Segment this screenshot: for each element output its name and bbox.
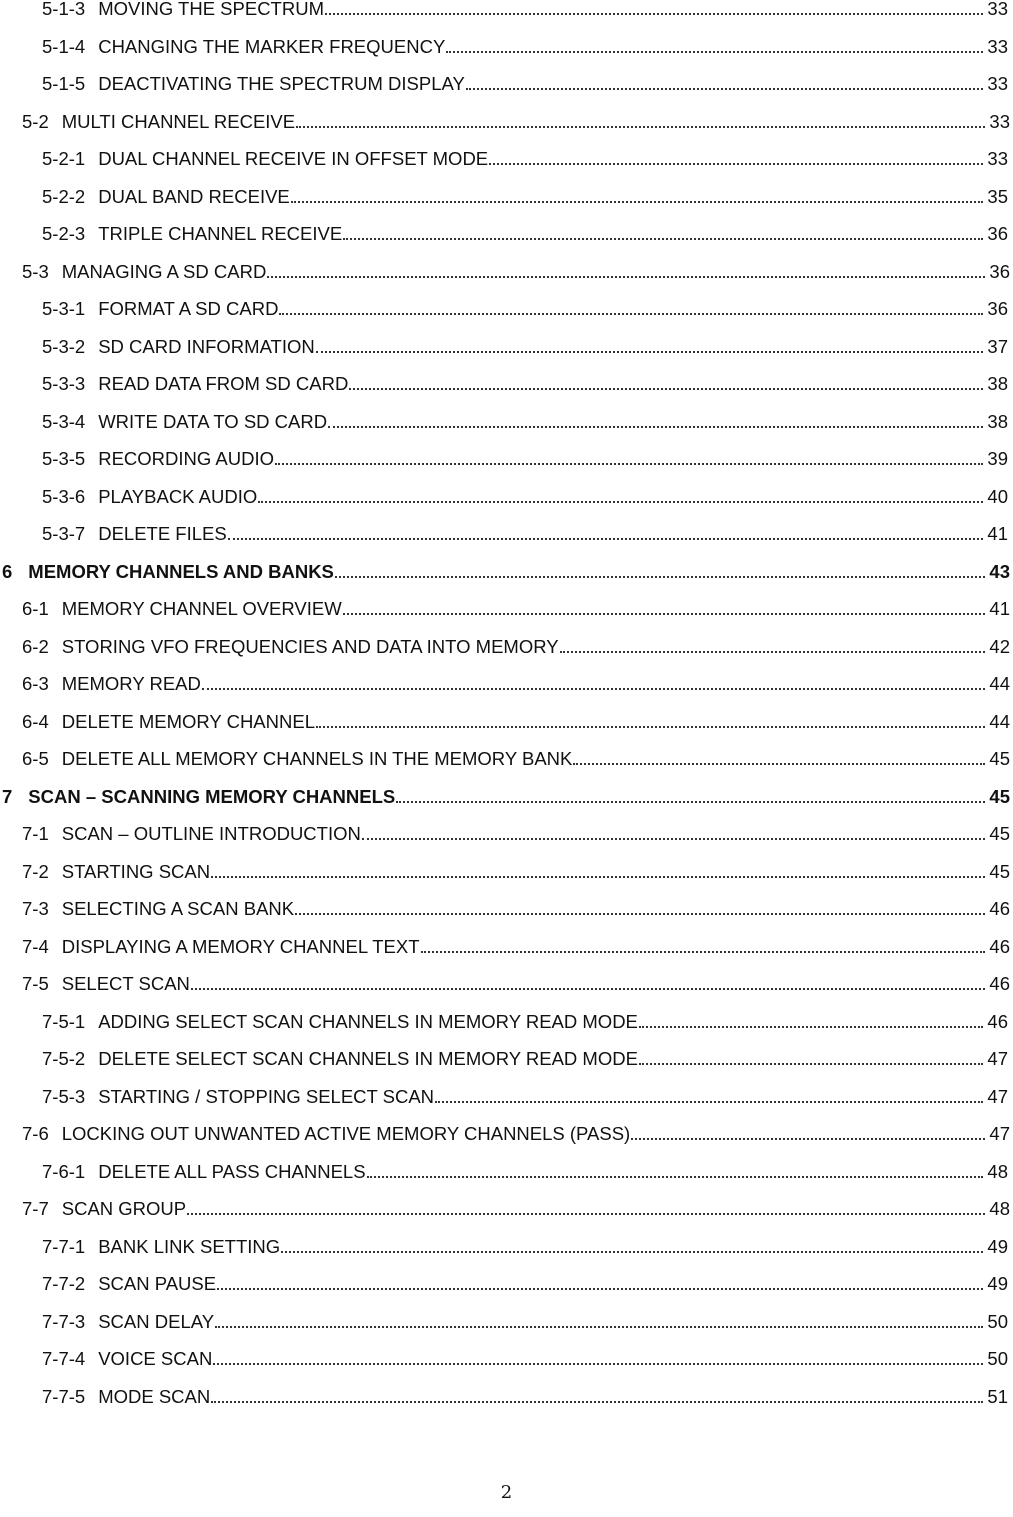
toc-entry-page: 36 [987, 298, 1008, 319]
dot-leader [258, 501, 983, 503]
toc-entry-title: MEMORY CHANNELS AND BANKS [28, 560, 334, 582]
toc-entry-number: 5-3-5 [42, 448, 86, 469]
toc-entry-title: FORMAT A SD CARD [98, 298, 279, 319]
toc-entry-number: 5-3-2 [42, 335, 86, 357]
toc-entry-page: 50 [987, 1348, 1008, 1369]
dot-leader [328, 426, 983, 428]
toc-entry-number: 6-1 [22, 598, 49, 619]
toc-entry-title: MULTI CHANNEL RECEIVE [61, 110, 296, 132]
dot-leader [639, 1063, 984, 1065]
toc-entry-page: 44 [989, 673, 1010, 694]
toc-entry-title: DELETE MEMORY CHANNEL [61, 710, 315, 732]
toc-entry-page: 47 [989, 1123, 1010, 1144]
toc-entry-number: 6-4 [22, 710, 49, 732]
dot-leader [639, 1026, 984, 1028]
dot-leader [275, 463, 983, 465]
toc-entry-page: 46 [989, 898, 1010, 919]
toc-entry-number: 7-7-2 [42, 1273, 86, 1294]
toc-entry-page: 47 [987, 1048, 1008, 1069]
toc-entry-number: 7-5-1 [42, 1010, 86, 1032]
dot-leader [335, 576, 986, 578]
dot-leader [343, 238, 983, 240]
toc-entry-number: 6 [2, 560, 13, 582]
toc-entry-title: SCAN – OUTLINE INTRODUCTION [61, 823, 361, 844]
toc-entry[interactable] [42, 1307, 1008, 1333]
toc-entry-title: STORING VFO FREQUENCIES AND DATA INTO MEMORY [61, 635, 559, 657]
toc-entry-page: 45 [989, 785, 1010, 807]
toc-entry-page: 45 [989, 860, 1010, 882]
toc-entry-page: 50 [987, 1310, 1008, 1332]
toc-entry-number: 7 [2, 785, 13, 807]
toc-entry[interactable] [22, 669, 1010, 695]
dot-leader [211, 1401, 983, 1403]
toc-entry-page: 41 [989, 598, 1010, 619]
toc-entry[interactable] [42, 144, 1008, 170]
toc-entry[interactable] [22, 1119, 1010, 1145]
dot-leader [362, 838, 986, 840]
toc-entry-title: MOVING THE SPECTRUM [98, 0, 324, 19]
toc-entry[interactable] [42, 1232, 1008, 1258]
toc-entry-title: TRIPLE CHANNEL RECEIVE [98, 223, 343, 244]
toc-entry-title: DELETE ALL PASS CHANNELS [98, 1160, 366, 1182]
dot-leader [446, 51, 983, 53]
toc-entry-page: 42 [989, 635, 1010, 657]
dot-leader [191, 988, 985, 990]
toc-entry[interactable] [22, 632, 1010, 658]
toc-entry[interactable] [42, 519, 1008, 545]
toc-entry-title: PLAYBACK AUDIO [98, 485, 258, 507]
toc-entry-page: 48 [989, 1198, 1010, 1219]
toc-entry[interactable] [2, 782, 1010, 808]
toc-entry-page: 46 [987, 1010, 1008, 1032]
toc-entry-page: 39 [987, 448, 1008, 469]
toc-entry[interactable] [22, 257, 1010, 283]
dot-leader [466, 88, 984, 90]
toc-entry-title: MEMORY CHANNEL OVERVIEW [61, 598, 342, 619]
toc-entry-number: 7-7 [22, 1198, 49, 1219]
toc-entry-number: 6-5 [22, 748, 49, 769]
toc-entry-page: 35 [987, 185, 1008, 207]
toc-entry-page: 41 [987, 523, 1008, 544]
toc-entry-page: 33 [989, 110, 1010, 132]
toc-entry-page: 33 [987, 73, 1008, 94]
toc-entry-number: 6-2 [22, 635, 49, 657]
toc-entry-title: MANAGING A SD CARD [61, 260, 267, 282]
toc-entry-number: 5-3 [22, 260, 49, 282]
toc-entry-number: 7-3 [22, 898, 49, 919]
toc-entry[interactable] [22, 594, 1010, 620]
toc-entry-number: 7-7-4 [42, 1348, 86, 1369]
dot-leader [316, 726, 985, 728]
toc-entry-title: WRITE DATA TO SD CARD [98, 410, 328, 432]
toc-entry-page: 49 [987, 1273, 1008, 1294]
toc-entry[interactable] [42, 1157, 1008, 1183]
toc-entry-title: SELECTING A SCAN BANK [61, 898, 295, 919]
dot-leader [316, 351, 984, 353]
toc-entry[interactable] [42, 32, 1008, 58]
toc-entry-number: 7-7-1 [42, 1235, 86, 1257]
toc-entry-title: MEMORY READ [61, 673, 201, 694]
toc-entry-number: 5-1-3 [42, 0, 86, 19]
toc-entry-number: 7-2 [22, 860, 49, 882]
toc-entry-number: 5-2-1 [42, 148, 86, 169]
toc-entry-number: 5-1-5 [42, 73, 86, 94]
toc-entry-title: DEACTIVATING THE SPECTRUM DISPLAY [98, 73, 465, 94]
toc-entry-title: BANK LINK SETTING [98, 1235, 281, 1257]
toc-entry[interactable] [22, 107, 1010, 133]
toc-entry-page: 43 [989, 560, 1010, 582]
toc-entry-title: READ DATA FROM SD CARD [98, 373, 349, 394]
dot-leader [213, 1363, 983, 1365]
toc-entry-page: 38 [987, 373, 1008, 394]
toc-entry[interactable] [42, 1044, 1008, 1070]
toc-entry[interactable] [22, 819, 1010, 845]
toc-entry-number: 7-4 [22, 935, 49, 957]
toc-entry-number: 5-3-3 [42, 373, 86, 394]
toc-entry-title: MODE SCAN [98, 1385, 211, 1407]
toc-entry[interactable] [22, 744, 1010, 770]
toc-entry-page: 33 [987, 148, 1008, 169]
toc-entry[interactable] [42, 182, 1008, 208]
toc-entry-title: SELECT SCAN [61, 973, 190, 994]
toc-entry[interactable] [42, 294, 1008, 320]
toc-entry-title: SD CARD INFORMATION [98, 335, 315, 357]
toc-entry[interactable] [42, 1344, 1008, 1370]
toc-entry-number: 5-3-6 [42, 485, 86, 507]
toc-entry[interactable] [42, 1007, 1008, 1033]
toc-entry-title: DUAL BAND RECEIVE [98, 185, 290, 207]
toc-entry-number: 7-1 [22, 823, 49, 844]
toc-entry-number: 7-7-3 [42, 1310, 86, 1332]
dot-leader [396, 801, 985, 803]
dot-leader [560, 651, 986, 653]
dot-leader [215, 1326, 983, 1328]
toc-entry[interactable] [22, 932, 1010, 958]
toc-entry-number: 5-3-7 [42, 523, 86, 544]
toc-entry-title: DISPLAYING A MEMORY CHANNEL TEXT [61, 935, 420, 957]
dot-leader [573, 763, 985, 765]
dot-leader [343, 613, 986, 615]
dot-leader [279, 313, 983, 315]
toc-entry[interactable] [42, 219, 1008, 245]
toc-entry-title: SCAN PAUSE [98, 1273, 217, 1294]
toc-entry-number: 5-1-4 [42, 35, 86, 57]
toc-entry-page: 38 [987, 410, 1008, 432]
toc-entry-title: SCAN GROUP [61, 1198, 187, 1219]
toc-entry-number: 5-2-2 [42, 185, 86, 207]
toc-entry-title: SCAN – SCANNING MEMORY CHANNELS [28, 785, 396, 807]
toc-entry[interactable] [42, 369, 1008, 395]
dot-leader [295, 913, 985, 915]
toc-entry-page: 33 [987, 0, 1008, 19]
toc-entry-page: 40 [987, 485, 1008, 507]
toc-entry-title: VOICE SCAN [98, 1348, 213, 1369]
dot-leader [281, 1251, 983, 1253]
toc-entry-page: 46 [989, 973, 1010, 994]
toc-entry-title: STARTING SCAN [61, 860, 211, 882]
dot-leader [631, 1138, 985, 1140]
toc-entry-page: 46 [989, 935, 1010, 957]
toc-entry-title: DELETE ALL MEMORY CHANNELS IN THE MEMORY BANK [61, 748, 573, 769]
toc-entry[interactable] [2, 557, 1010, 583]
toc-entry[interactable] [42, 482, 1008, 508]
toc-entry[interactable] [42, 0, 1008, 20]
toc-entry-page: 37 [987, 335, 1008, 357]
toc-entry-page: 48 [987, 1160, 1008, 1182]
toc-entry-number: 5-3-4 [42, 410, 86, 432]
dot-leader [296, 126, 985, 128]
toc-entry-number: 7-5-2 [42, 1048, 86, 1069]
toc-entry-title: LOCKING OUT UNWANTED ACTIVE MEMORY CHANNELS (PASS) [61, 1123, 631, 1144]
toc-entry-number: 7-5-3 [42, 1085, 86, 1107]
toc-entry-page: 33 [987, 35, 1008, 57]
toc-entry-title: DUAL CHANNEL RECEIVE IN OFFSET MODE [98, 148, 489, 169]
dot-leader [267, 276, 985, 278]
toc-entry-title: DELETE SELECT SCAN CHANNELS IN MEMORY READ MODE [98, 1048, 638, 1069]
dot-leader [211, 876, 985, 878]
toc-entry[interactable] [22, 969, 1010, 995]
toc-entry[interactable] [22, 1194, 1010, 1220]
toc-entry-page: 49 [987, 1235, 1008, 1257]
toc-entry-number: 7-6 [22, 1123, 49, 1144]
toc-entry-number: 7-6-1 [42, 1160, 86, 1182]
dot-leader [435, 1101, 983, 1103]
toc-entry-title: STARTING / STOPPING SELECT SCAN [98, 1085, 435, 1107]
toc-entry-title: SCAN DELAY [98, 1310, 215, 1332]
dot-leader [217, 1288, 983, 1290]
toc-entry-page: 45 [989, 748, 1010, 769]
toc-entry-number: 7-5 [22, 973, 49, 994]
dot-leader [367, 1176, 984, 1178]
toc-entry[interactable] [22, 894, 1010, 920]
dot-leader [489, 163, 983, 165]
dot-leader [421, 951, 986, 953]
toc-entry-number: 6-3 [22, 673, 49, 694]
toc-entry[interactable] [42, 1082, 1008, 1108]
toc-entry-title: DELETE FILES [98, 523, 227, 544]
dot-leader [202, 688, 986, 690]
toc-entry-page: 47 [987, 1085, 1008, 1107]
toc-entry[interactable] [42, 69, 1008, 95]
toc-entry-page: 36 [987, 223, 1008, 244]
toc-entry-page: 51 [987, 1385, 1008, 1407]
toc-entry-title: RECORDING AUDIO [98, 448, 274, 469]
toc-entry-number: 7-7-5 [42, 1385, 86, 1407]
toc-entry[interactable] [42, 407, 1008, 433]
toc-entry-number: 5-2 [22, 110, 49, 132]
toc-entry[interactable] [42, 332, 1008, 358]
toc-entry-title: ADDING SELECT SCAN CHANNELS IN MEMORY READ MODE [98, 1010, 638, 1032]
dot-leader [349, 388, 983, 390]
toc-entry[interactable] [22, 857, 1010, 883]
toc-entry-number: 5-3-1 [42, 298, 86, 319]
toc-entry-page: 45 [989, 823, 1010, 844]
dot-leader [291, 201, 984, 203]
toc-entry[interactable] [22, 707, 1010, 733]
toc-entry-title: CHANGING THE MARKER FREQUENCY [98, 35, 446, 57]
page-number: 2 [500, 1482, 513, 1503]
dot-leader [187, 1213, 985, 1215]
dot-leader [228, 538, 984, 540]
toc-entry[interactable] [42, 1382, 1008, 1408]
dot-leader [325, 13, 983, 15]
toc-entry-page: 36 [989, 260, 1010, 282]
toc-entry-number: 5-2-3 [42, 223, 86, 244]
toc-entry[interactable] [42, 1269, 1008, 1295]
toc-entry-page: 44 [989, 710, 1010, 732]
toc-entry[interactable] [42, 444, 1008, 470]
